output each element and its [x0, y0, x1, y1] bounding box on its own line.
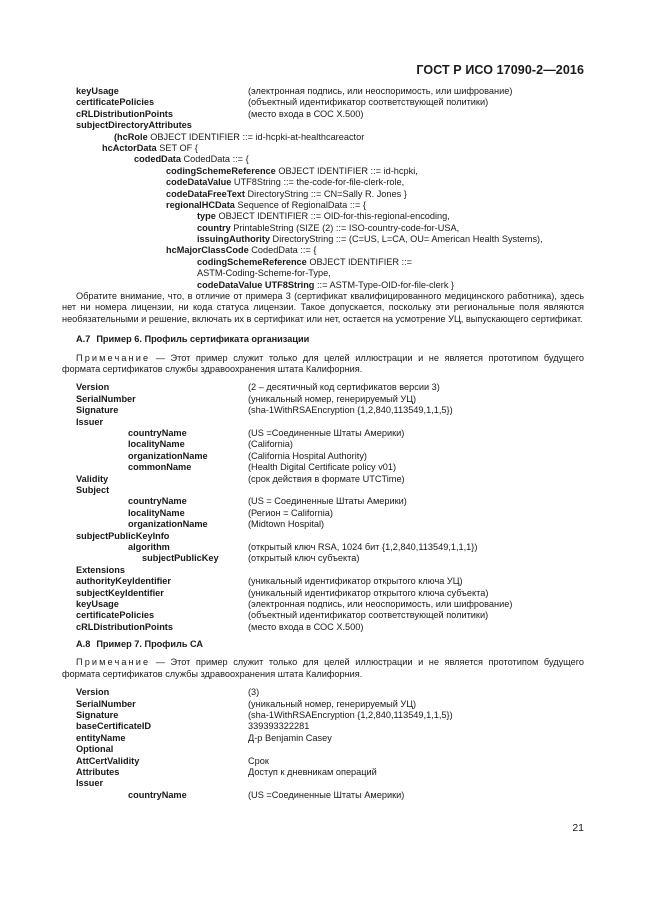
field-value: (объектный идентификатор соответствующей политики): [248, 610, 489, 621]
field-row: [62, 710, 584, 721]
page-content: [62, 86, 584, 801]
asn-key: codeDataFreeText: [166, 188, 245, 199]
note-label: Примечание: [76, 657, 151, 668]
asn-key: codeDataValue: [166, 177, 232, 188]
note-dash: —: [150, 657, 171, 668]
note-text: Этот пример служит только для целей иллюстрации и не является прототипом будущего формата сертификатов службы здравоохранения штата Калифорния.: [62, 352, 584, 375]
field-row: [62, 496, 584, 507]
field-value: 339393322281: [248, 721, 310, 732]
field-key: Signature: [76, 710, 119, 721]
asn-text: Sequence of RegionalData ::= {: [234, 199, 366, 210]
asn-text: CodedData ::= {: [248, 245, 317, 256]
asn-line: [62, 177, 584, 188]
field-value: (электронная подпись, или неоспоримость, или шифрование): [248, 598, 513, 609]
field-key: subjectPublicKeyInfo: [76, 530, 170, 541]
field-row: [62, 565, 584, 576]
field-key: authorityKeyIdentifier: [76, 576, 171, 587]
field-row: [62, 382, 584, 393]
field-row: [62, 610, 584, 621]
field-value: (уникальный номер, генерируемый УЦ): [248, 393, 417, 404]
field-key: keyUsage: [76, 598, 119, 609]
note-label: Примечание: [76, 352, 151, 363]
field-key: organizationName: [128, 519, 208, 530]
field-key: Version: [76, 382, 110, 393]
asn-line: [62, 154, 584, 165]
asn-text: SET OF {: [156, 142, 198, 153]
field-key: Version: [76, 687, 110, 698]
field-key: Issuer: [76, 778, 104, 789]
field-key: subjectPublicKey: [142, 553, 219, 564]
section-number: А.8: [76, 639, 91, 650]
field-row: [62, 599, 584, 610]
asn-key: codedData: [134, 154, 181, 165]
field-value: (уникальный идентификатор открытого ключа субъекта): [248, 587, 489, 598]
field-value: (3): [248, 687, 260, 698]
field-key: commonName: [128, 462, 192, 473]
field-value: (уникальный идентификатор открытого ключа УЦ): [248, 576, 463, 587]
field-key: Issuer: [76, 416, 104, 427]
field-row: [62, 576, 584, 587]
field-row: [62, 417, 584, 428]
field-value: Д-р Benjamin Casey: [248, 732, 332, 743]
page-number: 21: [572, 822, 584, 834]
field-value: (US =Соединенные Штаты Америки): [248, 789, 405, 800]
field-key: Subject: [76, 484, 110, 495]
asn-line: [62, 280, 584, 291]
asn-key: regionalHCData: [166, 199, 235, 210]
field-value: (место входа в СОС X.500): [248, 621, 364, 632]
field-key: subjectKeyIdentifier: [76, 587, 164, 598]
field-row: [62, 733, 584, 744]
field-key: Optional: [76, 744, 114, 755]
asn-line: [62, 143, 584, 154]
asn-line: [62, 257, 584, 268]
asn-line: [62, 200, 584, 211]
field-value: (Midtown Hospital): [248, 519, 325, 530]
field-key: SerialNumber: [76, 698, 136, 709]
field-row: [62, 744, 584, 755]
field-key: AttCertValidity: [76, 755, 140, 766]
field-key: cRLDistributionPoints: [76, 621, 173, 632]
asn-key: issuingAuthority: [197, 234, 270, 245]
asn-line: [62, 132, 584, 143]
field-value: (California Hospital Authority): [248, 450, 367, 461]
field-row: [62, 588, 584, 599]
field-value: (открытый ключ RSA, 1024 бит {1,2,840,113549,1,1,1}): [248, 541, 478, 552]
asn-key: hcMajorClassCode: [166, 245, 249, 256]
asn-text: OBJECT IDENTIFIER ::= id-hcpki,: [275, 165, 418, 176]
field-value: (US = Соединенные Штаты Америки): [248, 496, 407, 507]
asn-line: [62, 245, 584, 256]
field-key: algorithm: [128, 541, 170, 552]
field-value: (sha-1WithRSAEncryption {1,2,840,113549,1,1,5}): [248, 405, 453, 416]
asn-line: [62, 234, 584, 245]
section-title: Пример 6. Профиль сертификата организации: [96, 334, 310, 345]
field-row: [62, 405, 584, 416]
asn-key: type: [197, 211, 216, 222]
field-row: [62, 394, 584, 405]
field-row: [62, 508, 584, 519]
note-text: Этот пример служит только для целей иллюстрации и не является прототипом будущего формата сертификатов службы здравоохранения штата Калифорния.: [62, 657, 584, 679]
field-key: keyUsage: [76, 86, 119, 96]
field-row: [62, 699, 584, 710]
field-row: [62, 531, 584, 542]
field-row: [62, 109, 584, 120]
field-value: Срок: [248, 755, 269, 766]
field-key: certificatePolicies: [76, 97, 155, 108]
field-row: [62, 428, 584, 439]
field-key: Extensions: [76, 564, 126, 575]
asn-line: [62, 223, 584, 234]
field-row: [62, 778, 584, 789]
field-key: Attributes: [76, 767, 120, 778]
asn-key: codeDataValue UTF8String: [197, 279, 315, 290]
field-row: [62, 687, 584, 698]
asn-key: codingSchemeReference: [166, 165, 276, 176]
field-row: [62, 542, 584, 553]
field-key: Validity: [76, 473, 109, 484]
asn-key: (hcRole: [114, 131, 148, 142]
field-value: (2 – десятичный код сертификатов версии 3): [248, 382, 440, 393]
field-value: (открытый ключ субъекта): [248, 553, 360, 564]
asn-line: [62, 268, 584, 279]
field-value: (объектный идентификатор соответствующей политики): [248, 97, 489, 108]
asn-key: hcActorData: [102, 142, 157, 153]
field-value: (US =Соединенные Штаты Америки): [248, 428, 405, 439]
field-row: [62, 439, 584, 450]
field-key: Signature: [76, 405, 119, 416]
field-key: localityName: [128, 507, 185, 518]
asn-text: UTF8String ::= the-code-for-file-clerk-role,: [231, 177, 405, 188]
field-key: countryName: [128, 496, 187, 507]
field-row: [62, 756, 584, 767]
field-value: (срок действия в формате UTCTime): [248, 473, 405, 484]
asn-text: ASTM-Coding-Scheme-for-Type,: [197, 268, 331, 279]
asn-text: OBJECT IDENTIFIER ::= OID-for-this-regional-encoding,: [215, 211, 450, 222]
field-value: Доступ к дневникам операций: [248, 767, 377, 778]
asn-key: codingSchemeReference: [197, 256, 307, 267]
field-value: (Регион = California): [248, 507, 333, 518]
field-row: [62, 767, 584, 778]
field-key: countryName: [128, 789, 187, 800]
note-a7: [62, 353, 584, 376]
asn-text: CodedData ::= {: [180, 154, 249, 165]
section-heading-a7: [62, 334, 584, 345]
field-row: [62, 86, 584, 97]
field-row: [62, 721, 584, 732]
field-row: [62, 120, 584, 131]
field-row: [62, 622, 584, 633]
asn-text: OBJECT IDENTIFIER ::=: [306, 256, 413, 267]
section-heading-a8: [62, 639, 584, 650]
field-key: cRLDistributionPoints: [76, 108, 173, 119]
field-key: subjectDirectoryAttributes: [76, 120, 192, 131]
document-header: ГОСТ Р ИСО 17090-2—2016: [416, 63, 584, 77]
section-number: А.7: [76, 334, 91, 345]
section-title: Пример 7. Профиль СА: [96, 639, 204, 650]
field-row: [62, 790, 584, 801]
field-value: (California): [248, 439, 293, 450]
asn-text: DirectoryString ::= (C=US, L=CA, OU= American Health Systems),: [270, 234, 543, 245]
field-value: (электронная подпись, или неоспоримость, или шифрование): [248, 86, 513, 96]
note-dash: —: [150, 352, 171, 363]
field-row: [62, 462, 584, 473]
field-row: [62, 519, 584, 530]
asn-line: [62, 189, 584, 200]
note-a8: [62, 657, 584, 680]
asn-line: [62, 166, 584, 177]
asn-key: country: [197, 222, 231, 233]
field-key: baseCertificateID: [76, 721, 152, 732]
field-key: countryName: [128, 428, 187, 439]
field-value: (Health Digital Certificate policy v01): [248, 462, 397, 473]
asn-text: DirectoryString ::= CN=Sally R. Jones }: [244, 188, 407, 199]
asn-text: PrintableString (SIZE (2) ::= ISO-country-code-for-USA,: [230, 222, 460, 233]
field-row: [62, 97, 584, 108]
field-key: entityName: [76, 732, 126, 743]
field-row: [62, 485, 584, 496]
asn-line: [62, 211, 584, 222]
field-value: (место входа в СОС X.500): [248, 108, 364, 119]
field-row: [62, 553, 584, 564]
body-paragraph: Обратите внимание, что, в отличие от примера 3 (сертификат квалифицированного медицинского работника), здесь нет ни номера лицензии, ни кода статуса лицензии. Такое допускается, поскольку эти региональные поля являются необязательными и решение, включать их в сертификат или нет, остается на усмотрение УЦ, выпускающего сертификат.: [62, 291, 584, 324]
field-key: organizationName: [128, 450, 208, 461]
asn-text: ::= ASTM-Type-OID-for-file-clerk }: [314, 279, 455, 290]
field-row: [62, 451, 584, 462]
asn-text: OBJECT IDENTIFIER ::= id-hcpki-at-healthcareactor: [147, 131, 365, 142]
field-row: [62, 474, 584, 485]
field-value: (уникальный номер, генерируемый УЦ): [248, 698, 417, 709]
field-key: certificatePolicies: [76, 610, 155, 621]
field-key: localityName: [128, 439, 185, 450]
field-key: SerialNumber: [76, 393, 136, 404]
field-value: (sha-1WithRSAEncryption {1,2,840,113549,1,1,5}): [248, 710, 453, 721]
